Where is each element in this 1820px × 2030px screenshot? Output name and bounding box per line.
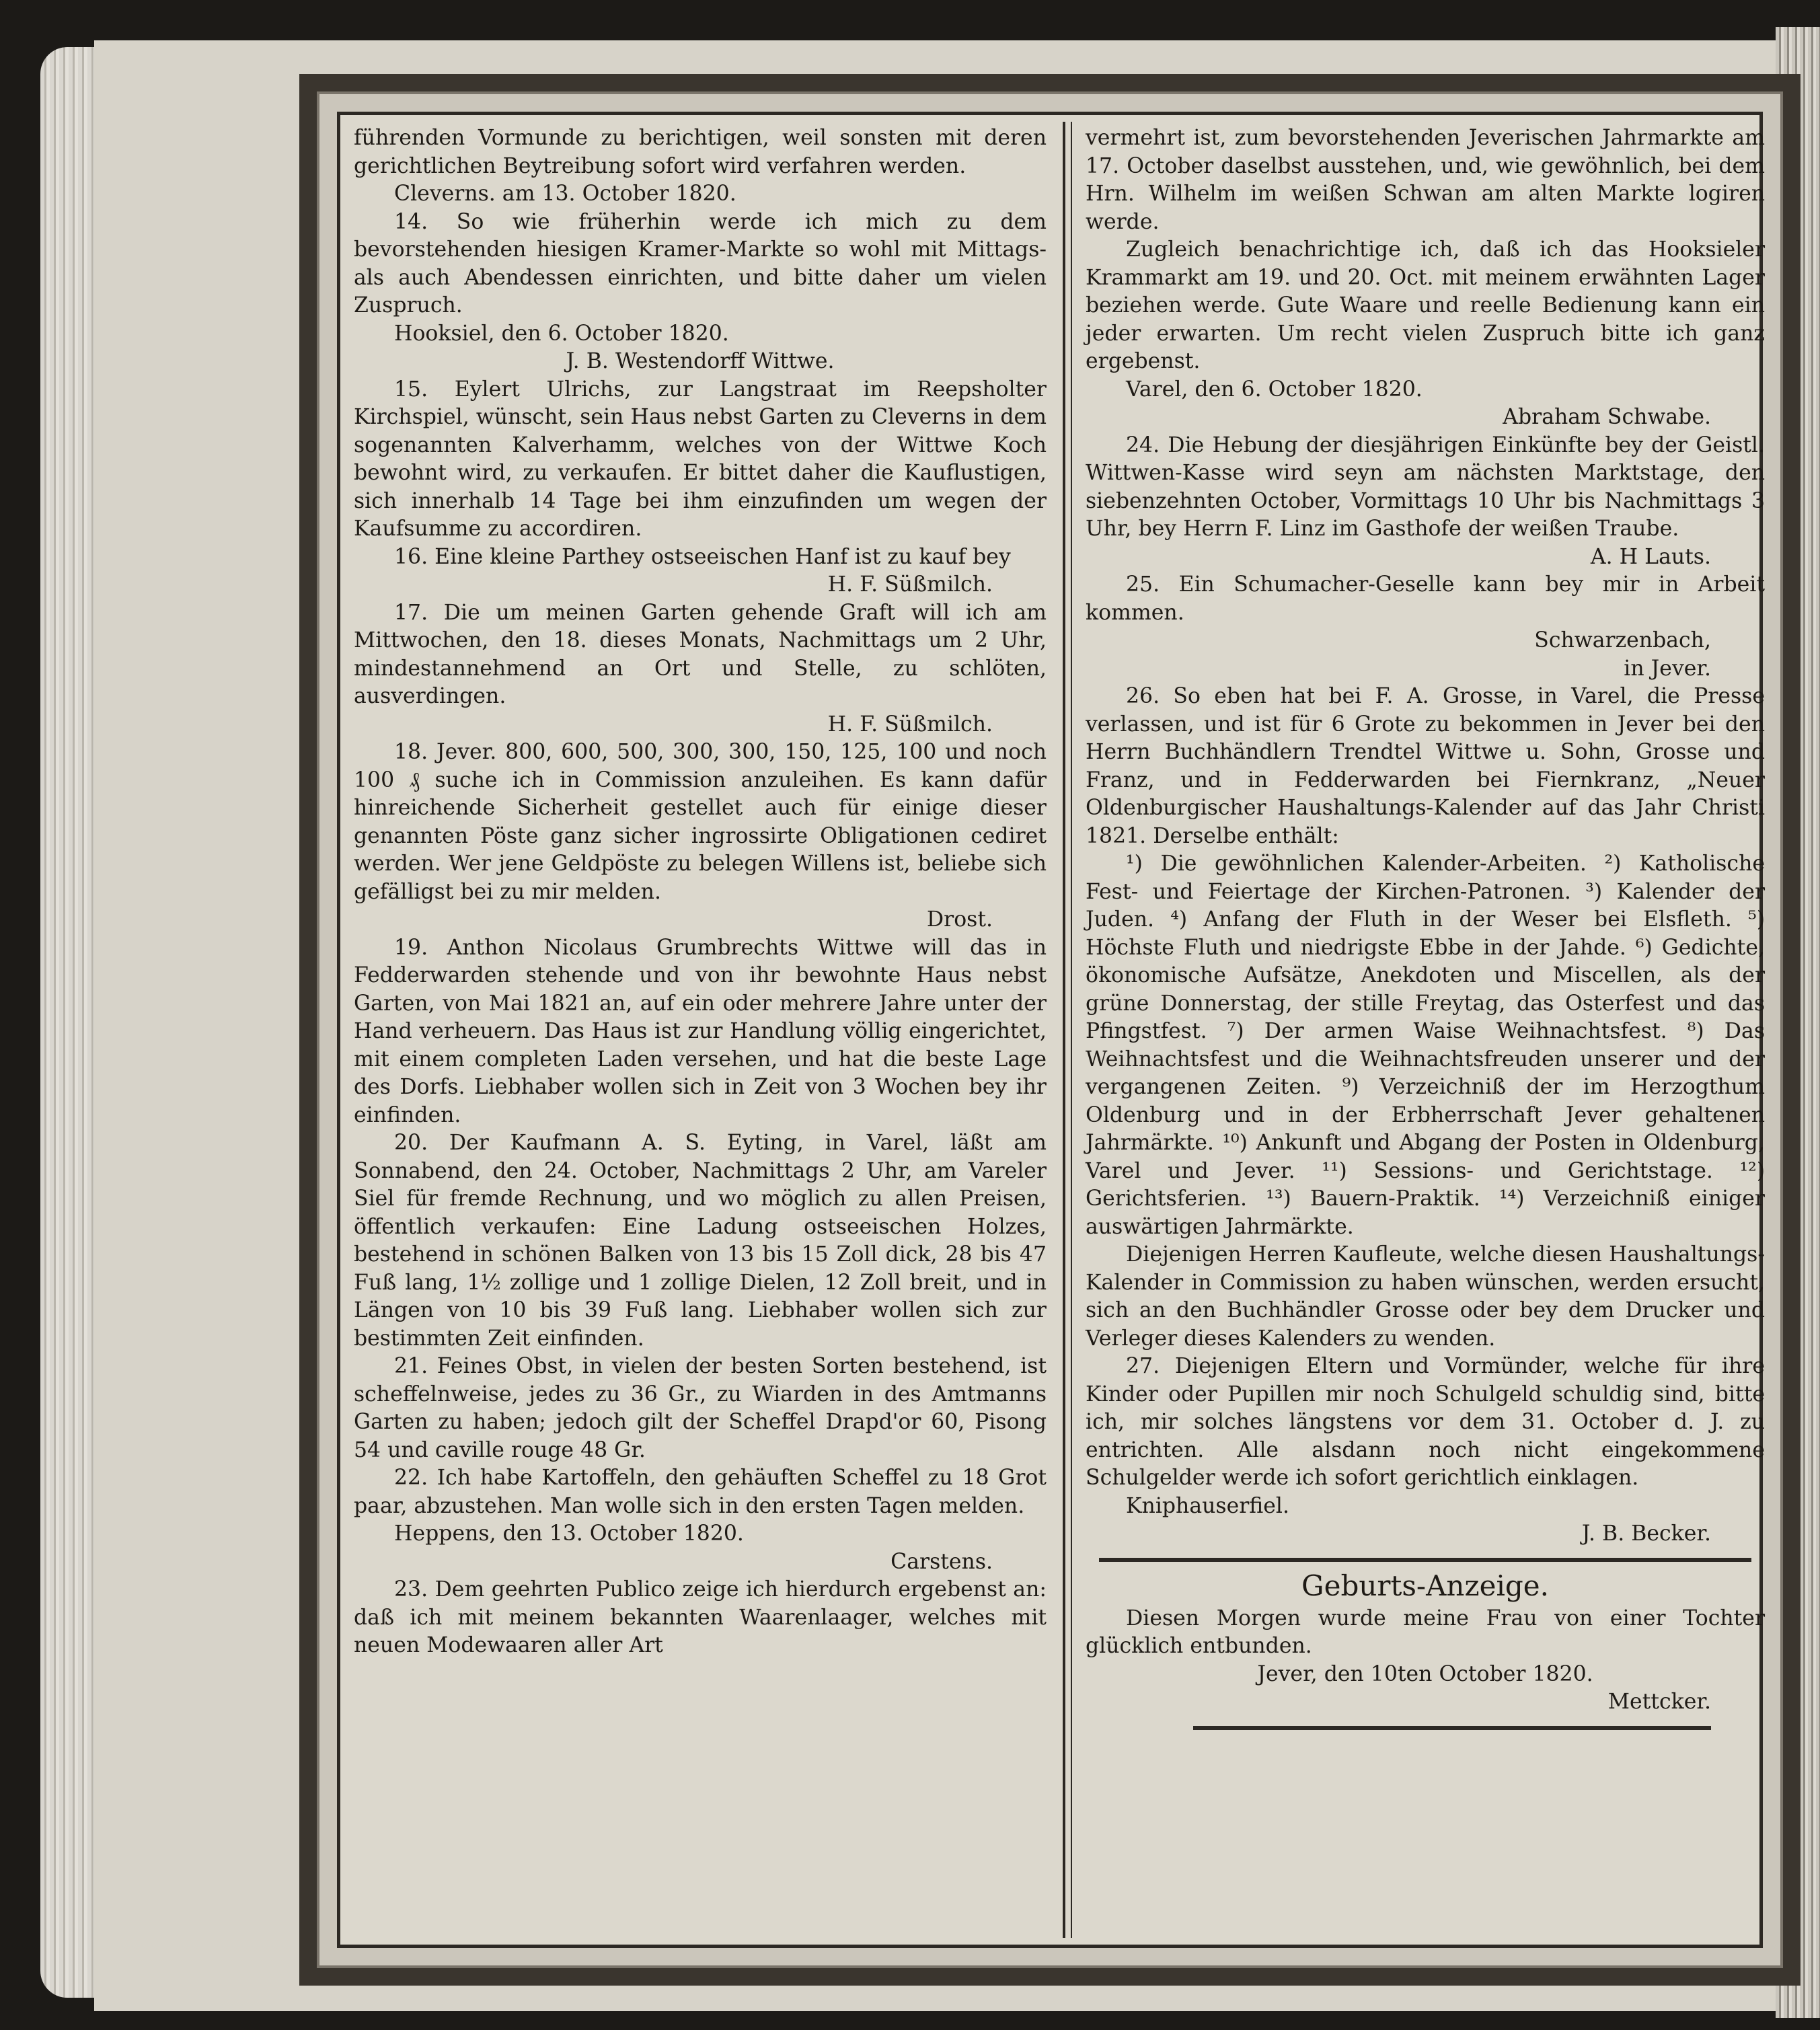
notice-paragraph: 27. Diejenigen Eltern und Vormünder, welche für ihre Kinder oder Pupillen mir noch Schulgeld schuldig sind, bitte ich, mir solches längstens vor dem 31. October d. J. zu entrichten. Alle alsdann noch nicht eingekommene Schulgelder werde ich sofort gerichtlich einklagen.	[1086, 1354, 1765, 1490]
left-column	[354, 124, 1047, 1660]
notice-paragraph: 16. Eine kleine Parthey ostseeischen Hanf ist zu kauf bey	[394, 544, 1011, 569]
right-column-notices	[1086, 124, 1765, 1548]
notice-paragraph: Hooksiel, den 6. October 1820.	[394, 321, 729, 346]
text-area	[337, 112, 1763, 1948]
notice-paragraph: Schwarzenbach,	[1534, 628, 1711, 652]
notice-paragraph: H. F. Süßmilch.	[827, 712, 993, 737]
decorative-page-border	[299, 74, 1800, 1986]
notice-paragraph: in Jever.	[1624, 656, 1711, 681]
notice-paragraph: vermehrt ist, zum bevorstehenden Jeverischen Jahrmarkte am 17. October daselbst ausstehen, und, wie gewöhnlich, bei dem Hrn. Wilhelm im weißen Schwan am alten Markte logiren werde.	[1086, 126, 1765, 234]
notice-paragraph: 26. So eben hat bei F. A. Grosse, in Varel, die Presse verlassen, und ist für 6 Grote zu bekommen in Jever bei den Herrn Buchhändlern Trendtel Wittwe u. Sohn, Grosse und Franz, und in Fedderwarden bei Fiernkranz, „Neuer Oldenburgischer Haushaltungs-Kalender auf das Jahr Christi 1821. Derselbe enthält:	[1086, 684, 1765, 848]
notice-paragraph: J. B. Westendorff Wittwe.	[566, 349, 835, 373]
notice-paragraph: J. B. Becker.	[1581, 1521, 1711, 1546]
birth-notice-signature: Mettcker.	[1607, 1690, 1711, 1714]
notice-paragraph: H. F. Süßmilch.	[827, 572, 993, 597]
notice-paragraph: 15. Eylert Ulrichs, zur Langstraat im Reepsholter Kirchspiel, wünscht, sein Haus nebst Garten zu Cleverns in dem sogenannten Kalverhamm, welches von der Wittwe Koch bewohnt wird, zu verkaufen. Er bittet daher die Kauflustigen, sich innerhalb 14 Tage bei ihm einzufinden um wegen der Kaufsumme zu accordiren.	[354, 377, 1047, 541]
notice-paragraph: 18. Jever. 800, 600, 500, 300, 300, 150, 125, 100 und noch 100 ₰ suche ich in Commission anzuleihen. Es kann dafür hinreichende Sicherheit gestellet auch für einige dieser genannten Pöste ganz sicher ingrossirte Obligationen cediret werden. Wer jene Geldpöste zu belegen Willens ist, beliebe sich gefälligst bei zu mir melden.	[354, 740, 1047, 904]
column-divider	[1063, 122, 1065, 1938]
notice-paragraph: Diejenigen Herren Kaufleute, welche diesen Haushaltungs-Kalender in Commission zu haben wünschen, werden ersucht, sich an den Buchhändler Grosse oder bey dem Drucker und Verleger dieses Kalenders zu wenden.	[1086, 1242, 1765, 1351]
notice-paragraph: 24. Die Hebung der diesjährigen Einkünfte bey der Geistl. Wittwen-Kasse wird seyn am nächsten Marktstage, den siebenzehnten October, Vormittags 10 Uhr bis Nachmittags 3 Uhr, bey Herrn F. Linz im Gasthofe der weißen Traube.	[1086, 433, 1765, 541]
notice-paragraph: 23. Dem geehrten Publico zeige ich hierdurch ergebenst an: daß ich mit meinem bekannten Waarenlaager, welches mit neuen Modewaaren aller Art	[354, 1577, 1047, 1657]
notice-paragraph: Zugleich benachrichtige ich, daß ich das Hooksieler Krammarkt am 19. und 20. Oct. mit meinem erwähnten Lager beziehen werde. Gute Waare und reelle Bedienung kann ein jeder erwarten. Um recht vielen Zuspruch bitte ich ganz ergebenst.	[1086, 237, 1765, 373]
notice-paragraph: ¹) Die gewöhnlichen Kalender-Arbeiten. ²) Katholische Fest- und Feiertage der Kirchen-Patronen. ³) Kalender der Juden. ⁴) Anfang der Fluth in der Weser bei Elsfleth. ⁵) Höchste Fluth und niedrigste Ebbe in der Jahde. ⁶) Gedichte, ökonomische Aufsätze, Anekdoten und Miscellen, als der grüne Donnerstag, der stille Freytag, das Osterfest und das Pfingstfest. ⁷) Der armen Waise Weihnachtsfest. ⁸) Das Weihnachtsfest und die Weihnachtsfreuden unserer und der vergangenen Zeiten. ⁹) Verzeichniß der im Herzogthum Oldenburg und in der Erbherrschaft Jever gehaltenen Jahrmärkte. ¹⁰) Ankunft und Abgang der Posten in Oldenburg, Varel und Jever. ¹¹) Sessions- und Gerichtstage. ¹²) Gerichtsferien. ¹³) Bauern-Praktik. ¹⁴) Verzeichniß einiger auswärtigen Jahrmärkte.	[1086, 852, 1765, 1239]
notice-paragraph: 19. Anthon Nicolaus Grumbrechts Wittwe will das in Fedderwarden stehende und von ihr bewohnte Haus nebst Garten, von Mai 1821 an, auf ein oder mehrere Jahre unter der Hand verheuern. Das Haus ist zur Handlung völlig eingerichtet, mit einem completen Laden versehen, und hat die beste Lage des Dorfs. Liebhaber wollen sich in Zeit von 3 Wochen bey ihr einfinden.	[354, 935, 1047, 1127]
notice-paragraph: Cleverns. am 13. October 1820.	[394, 182, 736, 206]
notice-paragraph: A. H Lauts.	[1590, 544, 1711, 569]
notice-paragraph: Drost.	[926, 907, 993, 932]
notice-paragraph: Carstens.	[890, 1549, 993, 1574]
notice-paragraph: 22. Ich habe Kartoffeln, den gehäuften Scheffel zu 18 Grot paar, abzustehen. Man wolle sich in den ersten Tagen melden.	[354, 1466, 1047, 1518]
notice-paragraph: Heppens, den 13. October 1820.	[394, 1521, 744, 1546]
notice-paragraph: 14. So wie früherhin werde ich mich zu dem bevorstehenden hiesigen Kramer-Markte so wohl mit Mittags- als auch Abendessen einrichten, und bitte daher um vielen Zuspruch.	[354, 209, 1047, 317]
notice-paragraph: Kniphauserfiel.	[1126, 1493, 1290, 1518]
notice-paragraph: 20. Der Kaufmann A. S. Eyting, in Varel, läßt am Sonnabend, den 24. October, Nachmittags 2 Uhr, am Vareler Siel für fremde Rechnung, und wo möglich zu allen Preisen, öffentlich verkaufen: Eine Ladung ostseeischen Holzes, bestehend in schönen Balken von 13 bis 15 Zoll dick, 28 bis 47 Fuß lang, 1½ zollige und 1 zollige Dielen, 12 Zoll breit, und in Längen von 10 bis 39 Fuß lang. Liebhaber wollen sich zur bestimmten Zeit einfinden.	[354, 1131, 1047, 1351]
notice-paragraph: führenden Vormunde zu berichtigen, weil sonsten mit deren gerichtlichen Beytreibung sofort wird verfahren werden.	[354, 126, 1047, 178]
section-rule	[1099, 1558, 1751, 1562]
notice-paragraph: 21. Feines Obst, in vielen der besten Sorten bestehend, ist scheffelnweise, jedes zu 36 Gr., zu Wiarden in des Amtmanns Garten zu haben; jedoch gilt der Scheffel Drapd'or 60, Pisong 54 und caville rouge 48 Gr.	[354, 1354, 1047, 1462]
column-divider-thin	[1071, 122, 1072, 1938]
notice-paragraph: Varel, den 6. October 1820.	[1126, 377, 1423, 402]
birth-notice-body: Diesen Morgen wurde meine Frau von einer Tochter glücklich entbunden.	[1086, 1606, 1765, 1658]
birth-notice-heading: Geburts-Anzeige.	[1301, 1569, 1549, 1602]
closing-rule	[1193, 1726, 1711, 1730]
notice-paragraph: Abraham Schwabe.	[1503, 405, 1711, 429]
notice-paragraph: 25. Ein Schumacher-Geselle kann bey mir in Arbeit kommen.	[1086, 572, 1765, 625]
right-column	[1086, 124, 1765, 1730]
birth-notice-place-date: Jever, den 10ten October 1820.	[1257, 1661, 1593, 1686]
notice-paragraph: 17. Die um meinen Garten gehende Graft will ich am Mittwochen, den 18. dieses Monats, Nachmittags um 2 Uhr, mindestannehmend an Ort und Stelle, zu schlöten, ausverdingen.	[354, 600, 1047, 708]
